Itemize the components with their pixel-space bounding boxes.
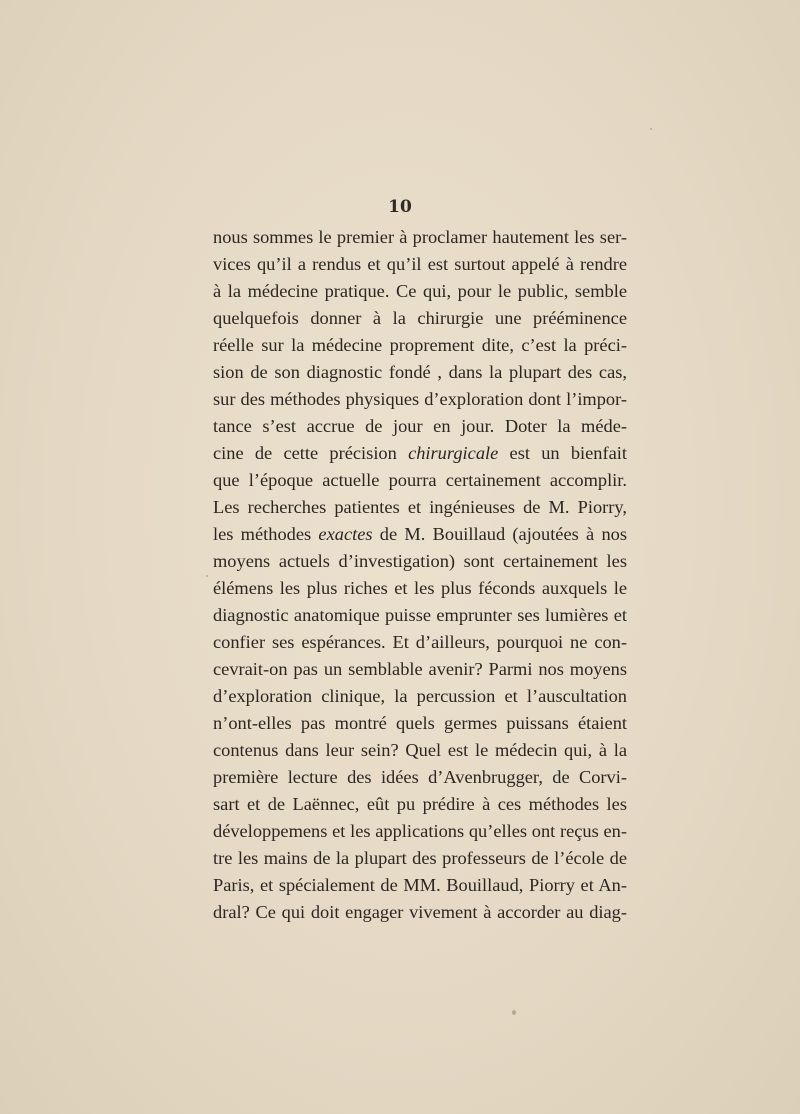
text-line: à la médecine pratique. Ce qui, pour le public, semble: [213, 281, 627, 301]
page-number: 10: [388, 197, 412, 217]
italic-term: chirurgicale: [408, 443, 499, 463]
text-segment: est un bienfait: [498, 443, 627, 463]
text-segment: cine de cette précision: [213, 443, 409, 463]
text-line: [213, 521, 627, 548]
text-line: élémens les plus riches et les plus féconds auxquels le: [213, 578, 627, 598]
text-line: sion de son diagnostic fondé , dans la plupart des cas,: [213, 362, 627, 382]
paper-speck: [650, 128, 652, 130]
italic-term: exactes: [318, 524, 373, 544]
text-line: sart et de Laënnec, eût pu prédire à ces méthodes les: [213, 794, 627, 814]
text-line: première lecture des idées d’Avenbrugger, de Corvi-: [213, 767, 627, 787]
text-line: réelle sur la médecine proprement dite, c’est la préci-: [213, 335, 627, 355]
text-line: quelquefois donner à la chirurgie une prééminence: [213, 308, 627, 328]
text-line: sur des méthodes physiques d’exploration dont l’impor-: [213, 389, 627, 409]
text-segment: de M. Bouillaud (ajoutées à nos: [372, 524, 627, 544]
text-line: moyens actuels d’investigation) sont certainement les: [213, 551, 627, 571]
text-line: nous sommes le premier à proclamer hautement les ser-: [213, 227, 627, 247]
text-line: tance s’est accrue de jour en jour. Doter la méde-: [213, 416, 627, 436]
text-line: développemens et les applications qu’elles ont reçus en-: [213, 821, 627, 841]
text-segment: les méthodes: [213, 524, 319, 544]
paper-speck: [512, 1010, 516, 1015]
text-line: dral? Ce qui doit engager vivement à accorder au diag-: [213, 902, 627, 922]
text-line: contenus dans leur sein? Quel est le médecin qui, à la: [213, 740, 627, 760]
text-line: [213, 440, 627, 467]
text-line: vices qu’il a rendus et qu’il est surtout appelé à rendre: [213, 254, 627, 274]
text-line: confier ses espérances. Et d’ailleurs, pourquoi ne con-: [213, 632, 627, 652]
text-line: diagnostic anatomique puisse emprunter ses lumières et: [213, 605, 627, 625]
text-line: n’ont-elles pas montré quels germes puissans étaient: [213, 713, 627, 733]
text-line: d’exploration clinique, la percussion et l’auscultation: [213, 686, 627, 706]
text-line: Paris, et spécialement de MM. Bouillaud, Piorry et An-: [213, 875, 627, 895]
text-line: Les recherches patientes et ingénieuses de M. Piorry,: [213, 497, 627, 517]
text-line: que l’époque actuelle pourra certainement accomplir.: [213, 470, 627, 490]
text-line: tre les mains de la plupart des professeurs de l’école de: [213, 848, 627, 868]
paper-speck: [206, 575, 208, 577]
body-text: [213, 224, 627, 926]
text-line: cevrait-on pas un semblable avenir? Parmi nos moyens: [213, 659, 627, 679]
